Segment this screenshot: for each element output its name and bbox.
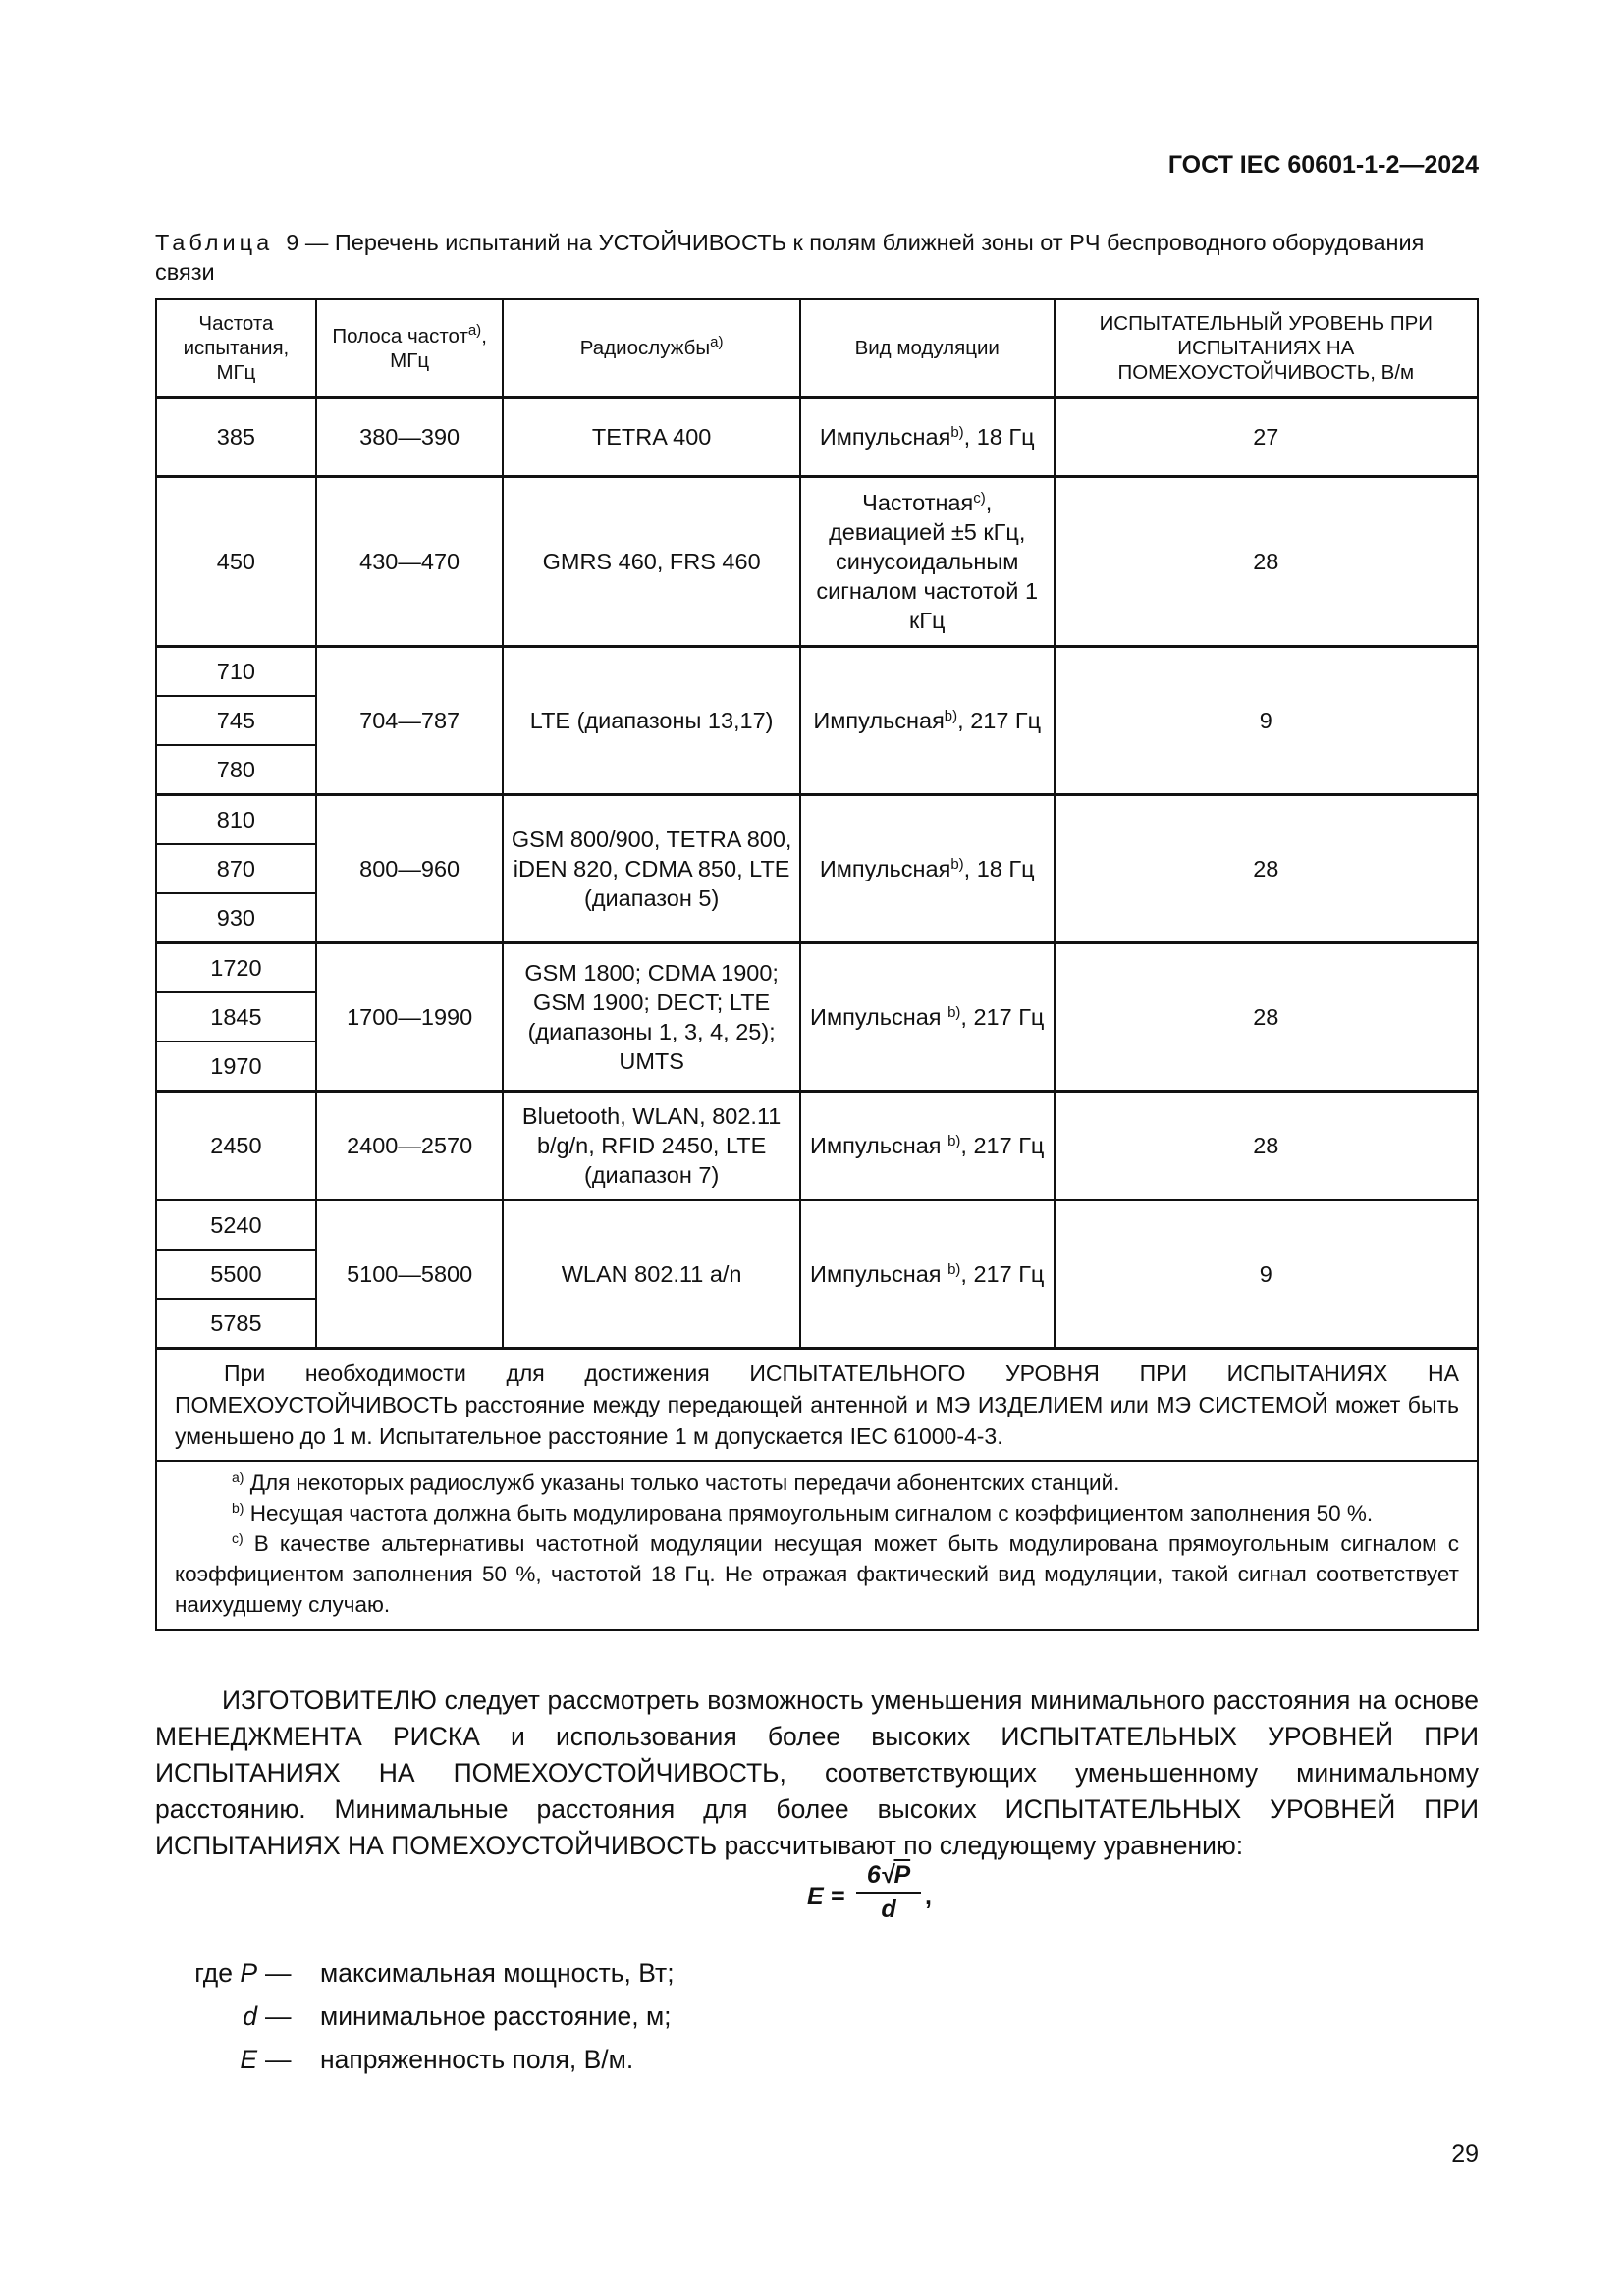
band-cell: 2400—2570: [316, 1092, 504, 1201]
footnote-a: $^{a)}$ Для некоторых радиослужб указаны только частоты передачи абонентских станций.: [232, 1469, 1120, 1495]
modulation-cell: Частотная$^{c)}$, девиацией ±5 кГц, синусоидальным сигналом частотой 1 кГц: [800, 477, 1055, 647]
band-cell: 704—787: [316, 647, 504, 795]
modulation-cell: Импульсная$^{b)}$, 18 Гц: [800, 795, 1055, 943]
band-cell: 430—470: [316, 477, 504, 647]
header-band: Полоса частот$^{a)}$, МГц: [316, 299, 504, 398]
frequency-test-table: [155, 298, 1479, 1631]
modulation-cell: Импульсная$^{b)}$, 217 Гц: [800, 647, 1055, 795]
service-cell: GSM 800/900, TETRA 800, iDEN 820, CDMA 850, LTE (диапазон 5): [503, 795, 799, 943]
service-cell: Bluetooth, WLAN, 802.11 b/g/n, RFID 2450, LTE (диапазон 7): [503, 1092, 799, 1201]
footnote-c: $^{c)}$ В качестве альтернативы частотной модуляции несущая может быть модулирована прямоугольным сигналом с коэффициентом заполнения 50 %, частотой 18 Гц. Не отражая фактический вид модуляции, такой сигнал соответствует наихудшему случаю.: [175, 1530, 1459, 1617]
table-row: [156, 795, 1478, 845]
freq-cell: 870: [156, 844, 316, 893]
formula-fraction: [856, 1861, 921, 1924]
table-caption: [155, 228, 1479, 287]
freq-cell: 1970: [156, 1041, 316, 1092]
level-cell: 28: [1055, 943, 1478, 1092]
level-cell: 28: [1055, 477, 1478, 647]
freq-cell: 810: [156, 795, 316, 845]
caption-label: Таблица: [155, 230, 274, 255]
table-note: При необходимости для достижения ИСПЫТАТЕЛЬНОГО УРОВНЯ ПРИ ИСПЫТАНИЯХ НА ПОМЕХОУСТОЙЧИВОСТЬ расстояние между передающей антенной и МЭ ИЗДЕЛИЕМ или МЭ СИСТЕМОЙ может быть уменьшено до 1 м. Испытательное расстояние 1 м допускается IEC 61000-4-3.: [156, 1349, 1478, 1462]
standard-number: ГОСТ IEC 60601-1-2—2024: [1167, 151, 1479, 179]
formula-numerator: 6√P: [856, 1861, 921, 1894]
level-cell: 27: [1055, 398, 1478, 477]
header-test-level: ИСПЫТАТЕЛЬНЫЙ УРОВЕНЬ ПРИ ИСПЫТАНИЯХ НА ПОМЕХОУСТОЙЧИВОСТЬ, В/м: [1055, 299, 1478, 398]
freq-cell: 780: [156, 745, 316, 795]
band-cell: 1700—1990: [316, 943, 504, 1092]
service-cell: WLAN 802.11 a/n: [503, 1201, 799, 1349]
header-modulation: Вид модуляции: [800, 299, 1055, 398]
level-cell: 9: [1055, 647, 1478, 795]
table-row: [156, 477, 1478, 647]
freq-cell: 745: [156, 696, 316, 745]
freq-cell: 450: [156, 477, 316, 647]
formula-comma: ,: [925, 1883, 932, 1910]
level-cell: 28: [1055, 1092, 1478, 1201]
freq-cell: 930: [156, 893, 316, 943]
service-cell: TETRA 400: [503, 398, 799, 477]
footnote-b: $^{b)}$ Несущая частота должна быть модулирована прямоугольным сигналом с коэффициентом заполнения 50 %.: [232, 1500, 1374, 1525]
freq-cell: 5240: [156, 1201, 316, 1251]
table-row: [156, 1201, 1478, 1251]
table-row: [156, 1092, 1478, 1201]
table-row: [156, 943, 1478, 993]
modulation-cell: Импульсная $^{b)}$, 217 Гц: [800, 943, 1055, 1092]
band-cell: 5100—5800: [316, 1201, 504, 1349]
band-cell: 380—390: [316, 398, 504, 477]
service-cell: GMRS 460, FRS 460: [503, 477, 799, 647]
level-cell: 28: [1055, 795, 1478, 943]
modulation-cell: Импульсная $^{b)}$, 217 Гц: [800, 1092, 1055, 1201]
freq-cell: 5785: [156, 1299, 316, 1349]
table-footnotes-row: [156, 1461, 1478, 1630]
table-header-row: [156, 299, 1478, 398]
modulation-cell: Импульсная$^{b)}$, 18 Гц: [800, 398, 1055, 477]
table-row: [156, 398, 1478, 477]
table-note-row: [156, 1349, 1478, 1462]
caption-text: — Перечень испытаний на УСТОЙЧИВОСТЬ к полям ближней зоны от РЧ беспроводного оборудования связи: [155, 230, 1425, 285]
freq-cell: 710: [156, 647, 316, 697]
sqrt-icon: √: [880, 1861, 894, 1889]
freq-cell: 5500: [156, 1250, 316, 1299]
band-cell: 800—960: [316, 795, 504, 943]
freq-cell: 1720: [156, 943, 316, 993]
body-paragraph: ИЗГОТОВИТЕЛЮ следует рассмотреть возможность уменьшения минимального расстояния на основе МЕНЕДЖМЕНТА РИСКА и использования более высоких ИСПЫТАТЕЛЬНЫХ УРОВНЕЙ ПРИ ИСПЫТАНИЯХ НА ПОМЕХОУСТОЙЧИВОСТЬ, соответствующих уменьшенному минимальному расстоянию. Минимальные расстояния для более высоких ИСПЫТАТЕЛЬНЫХ УРОВНЕЙ ПРИ ИСПЫТАНИЯХ НА ПОМЕХОУСТОЙЧИВОСТЬ рассчитывают по следующему уравнению:: [155, 1685, 1479, 1860]
freq-cell: 2450: [156, 1092, 316, 1201]
caption-number: 9: [286, 230, 299, 255]
page: ГОСТ IEC 60601-1-2—2024 Таблица 9 — Перечень испытаний на УСТОЙЧИВОСТЬ к полям ближней зоны от РЧ беспроводного оборудования связи Частота испытания, МГц Полоса частот$^{a)}$, МГц Радиослужбы$^{a)}$ Вид модуляции ИСПЫТАТЕЛЬНЫЙ УРОВЕНЬ ПРИ ИСПЫТАНИЯХ НА ПОМЕХОУСТОЙЧИВОСТЬ, В/м 385 380—390 TETRA 400 Импульсная$^{b)}$, 18 Гц 27 450 430—470 GMRS 460, FRS 460 Частотная$^{c)}$, девиацией ±5 кГц, синусоидальным сигналом частотой 1 кГц 28 710 704—787 LTE (диапазоны 13,17) Импульсная$^{b)}$, 217 Гц 9 745 780 810 800—960 GSM 800/900, TETRA 800, iDEN 820, CDMA 850, LTE (диапазон 5) Импульсная$^{b)}$, 18 Гц 28 870 930 1720 1700—1990 GSM 1800; CDMA 1900; GSM 1900; DECT; LTE (диапазоны 1, 3, 4, 25); UMTS Импульсная $^{b)}$, 217 Гц 28 1845 1970 2450 2400—2570 Bluetooth, WLAN, 802.11 b/g/n, RFID 2450, LTE (диапазон 7) Импульсная $^{b)}$, 217 Гц 28 5240 5100—5800 WLAN 802.11 a/n Импульсная $^{b)}$, 217 Гц 9 5500 5785 При необходимости для достижения ИСПЫТАТЕЛЬНОГО УРОВНЯ ПРИ ИСПЫТАНИЯХ НА ПОМЕХОУСТОЙЧИВОСТЬ расстояние между передающей антенной и МЭ ИЗДЕЛИЕМ или МЭ СИСТЕМОЙ может быть уменьшено до 1 м. Испытательное расстояние 1 м допускается IEC 61000-4-3. $^{a)}$ Для некоторых радиослужб указаны только частоты передачи абонентских станций. $^{b)}$ Несущая частота должна быть модулирована прямоугольным сигналом с коэффициентом заполнения 50 %. $^{c)}$ В качестве альтернативы частотной модуляции несущая может быть модулирована прямоугольным сигналом с коэффициентом заполнения 50 %, частотой 18 Гц. Не отражая фактический вид модуляции, такой сигнал соответствует наихудшему случаю. ИЗГОТОВИТЕЛЮ следует рассмотреть возможность уменьшения минимального расстояния на основе МЕНЕДЖМЕНТА РИСКА и использования более высоких ИСПЫТАТЕЛЬНЫХ УРОВНЕЙ ПРИ ИСПЫТАНИЯХ НА ПОМЕХОУСТОЙЧИВОСТЬ, соответствующих уменьшенному минимальному расстоянию. Минимальные расстояния для более высоких ИСПЫТАТЕЛЬНЫХ УРОВНЕЙ ПРИ ИСПЫТАНИЯХ НА ПОМЕХОУСТОЙЧИВОСТЬ рассчитывают по следующему уравнению: E = $\frac{6√P}{d}$ , где P — максимальная мощность, Вт; d — минимальное расстояние, м; E — напряженность поля, В/м. 29: [155, 151, 1479, 2167]
service-cell: GSM 1800; CDMA 1900; GSM 1900; DECT; LTE (диапазоны 1, 3, 4, 25); UMTS: [503, 943, 799, 1092]
freq-cell: 1845: [156, 992, 316, 1041]
freq-cell: 385: [156, 398, 316, 477]
service-cell: LTE (диапазоны 13,17): [503, 647, 799, 795]
level-cell: 9: [1055, 1201, 1478, 1349]
header-test-frequency: Частота испытания, МГц: [156, 299, 316, 398]
table-row: [156, 647, 1478, 697]
table-footnotes: [156, 1461, 1478, 1630]
page-number: 29: [1451, 2140, 1479, 2167]
formula-lhs: E =: [807, 1883, 845, 1910]
header-radio-services: Радиослужбы$^{a)}$: [503, 299, 799, 398]
formula-denominator: d: [881, 1896, 896, 1923]
modulation-cell: Импульсная $^{b)}$, 217 Гц: [800, 1201, 1055, 1349]
